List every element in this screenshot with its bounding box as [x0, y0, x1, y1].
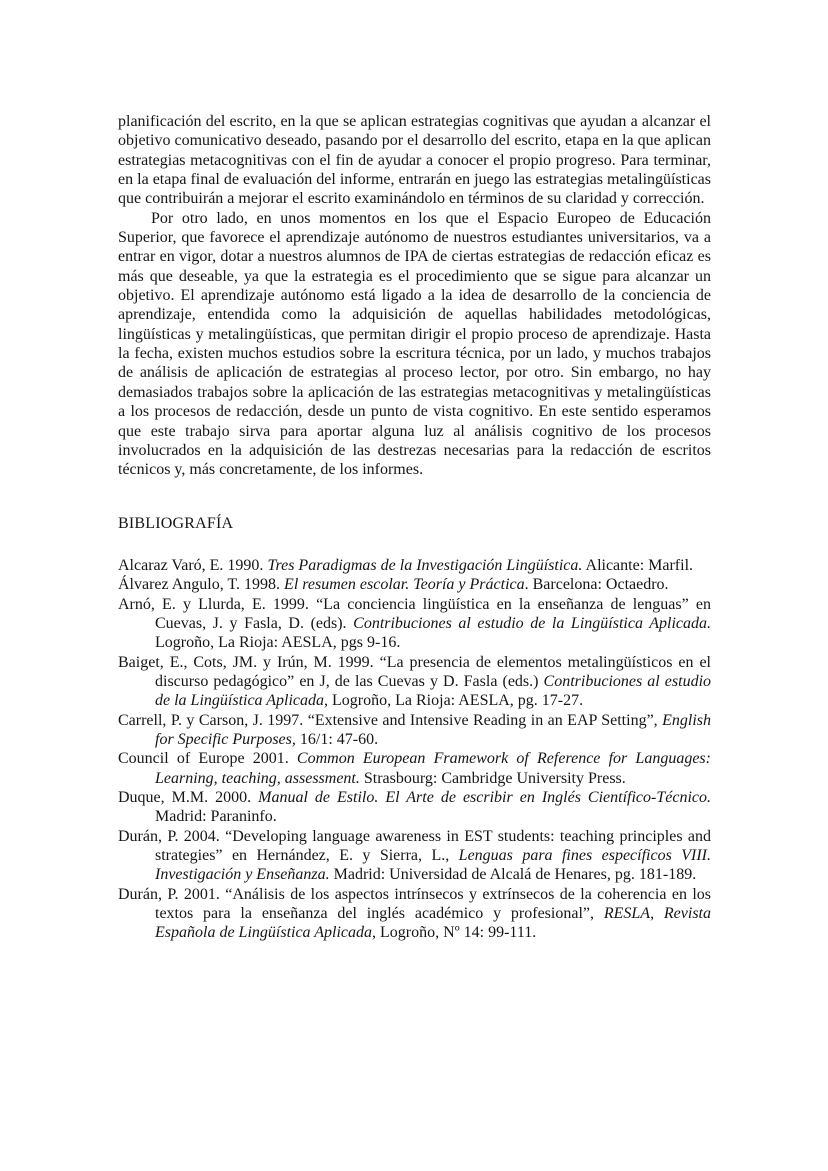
- bib-segment: Durán, P. 2004. “Developing language awareness in EST students: teaching principles and strategies” en Hernández, E. y Sierra, L.,: [118, 827, 711, 865]
- bib-segment: Carrell, P. y Carson, J. 1997. “Extensive and Intensive Reading in an EAP Setting”,: [118, 711, 663, 729]
- bib-segment: Alicante: Marfil.: [582, 556, 694, 574]
- bib-segment: Logroño, La Rioja: AESLA, pg. 17-27.: [328, 692, 584, 710]
- bib-segment: Council of Europe 2001.: [118, 750, 297, 768]
- bib-segment: Alcaraz Varó, E. 1990.: [118, 556, 268, 574]
- bib-segment-italic: Contribuciones al estudio de la Lingüística Aplicada,: [155, 672, 712, 710]
- bibliography-entry: [118, 711, 711, 750]
- bib-segment: 16/1: 47-60.: [295, 730, 379, 748]
- bib-segment-italic: Common European Framework of Reference for Languages: Learning, teaching, assessment.: [155, 750, 711, 787]
- bibliography-entry: [118, 575, 711, 594]
- bib-segment: , Logroño, Nº 14: 99-111.: [372, 924, 537, 942]
- bib-segment: Arnó, E. y Llurda, E. 1999. “La conciencia lingüística en la enseñanza de lenguas” en Cuevas, J. y Fasla, D. (eds).: [118, 595, 711, 632]
- bib-segment: Madrid: Paraninfo.: [155, 808, 277, 826]
- bib-segment: Strasbourg: Cambridge University Press.: [359, 769, 626, 787]
- body-paragraph-continuation: planificación del escrito, en la que se aplican estrategias cognitivas que ayudan a alcanzar el objetivo comunicativo deseado, pasando por el desarrollo del escrito, etapa en la que aplican estrategias metacognitivas con el fin de ayudar a conocer el propio progreso. Para terminar, en la etapa final de evaluación del informe, entrarán en juego las estrategias metalingüísticas que contribuirán a mejorar el escrito examinándolo en términos de su claridad y corrección.: [118, 113, 711, 208]
- bib-segment: Baiget, E., Cots, JM. y Irún, M. 1999. “La presencia de elementos metalingüísticos en el discurso pedagógico” en J, de las Cuevas y D. Fasla (eds.): [118, 653, 711, 690]
- bibliography-entry: [118, 595, 711, 653]
- bib-segment-italic: Manual de Estilo. El Arte de escribir en Inglés Científico-Técnico.: [258, 789, 712, 806]
- bib-segment: Logroño, La Rioja: AESLA, pgs 9-16.: [155, 634, 401, 652]
- bibliography-entry: [118, 653, 711, 711]
- bib-segment-italic: El resumen escolar. Teoría y Práctica: [284, 576, 525, 594]
- page-content: [118, 112, 711, 943]
- bib-segment-italic: Tres Paradigmas de la Investigación Lingüística.: [267, 556, 583, 574]
- bibliography-entry: [118, 827, 711, 885]
- bib-segment: Madrid: Universidad de Alcalá de Henares, pg. 181-189.: [329, 866, 697, 884]
- body-paragraph: Por otro lado, en unos momentos en los que el Espacio Europeo de Educación Superior, que favorece el aprendizaje autónomo de nuestros estudiantes universitarios, va a entrar en vigor, dotar a nuestros alumnos de IPA de ciertas estrategias de redacción eficaz es más que deseable, ya que la estrategia es el procedimiento que se sigue para alcanzar un objetivo. El aprendizaje autónomo está ligado a la idea de desarrollo de la conciencia de aprendizaje, entendida como la adquisición de aquellas habilidades metodológicas, lingüísticas y metalingüísticas, que permitan dirigir el propio proceso de aprendizaje. Hasta la fecha, existen muchos estudios sobre la escritura técnica, por un lado, y muchos trabajos de análisis de aplicación de estrategias al proceso lector, por otro. Sin embargo, no hay demasiados trabajos sobre la aplicación de las estrategias metacognitivas y metalingüísticas a los procesos de redacción, desde un punto de vista cognitivo. En este sentido esperamos que este trabajo sirva para aportar alguna luz al análisis cognitivo de los procesos involucrados en la adquisición de las destrezas necesarias para la redacción de escritos técnicos y, más concretamente, de los informes.: [118, 209, 711, 479]
- bib-segment: . Barcelona: Octaedro.: [524, 576, 669, 594]
- bib-segment: Duque, M.M. 2000.: [118, 789, 259, 806]
- bibliography-list: [118, 556, 711, 943]
- bib-segment: Durán, P. 2001. “Análisis de los aspectos intrínsecos y extrínsecos de la coherencia en los textos para la enseñanza del inglés académico y profesional”,: [118, 885, 711, 923]
- bibliography-entry: [118, 556, 711, 575]
- bibliography-entry: [118, 788, 711, 827]
- bibliography-entry: [118, 749, 711, 788]
- bib-segment: Álvarez Angulo, T. 1998.: [118, 576, 285, 594]
- bibliography-entry: [118, 885, 711, 943]
- bib-segment-italic: RESLA, Revista Española de Lingüística Aplicada: [155, 905, 711, 942]
- bib-segment-italic: Lenguas para fines específicos VIII. Investigación y Enseñanza.: [155, 847, 712, 884]
- bib-segment-italic: Contribuciones al estudio de la Lingüística Aplicada.: [353, 614, 712, 632]
- bibliography-heading: BIBLIOGRAFÍA: [118, 514, 234, 532]
- bib-segment-italic: English for Specific Purposes,: [155, 711, 711, 748]
